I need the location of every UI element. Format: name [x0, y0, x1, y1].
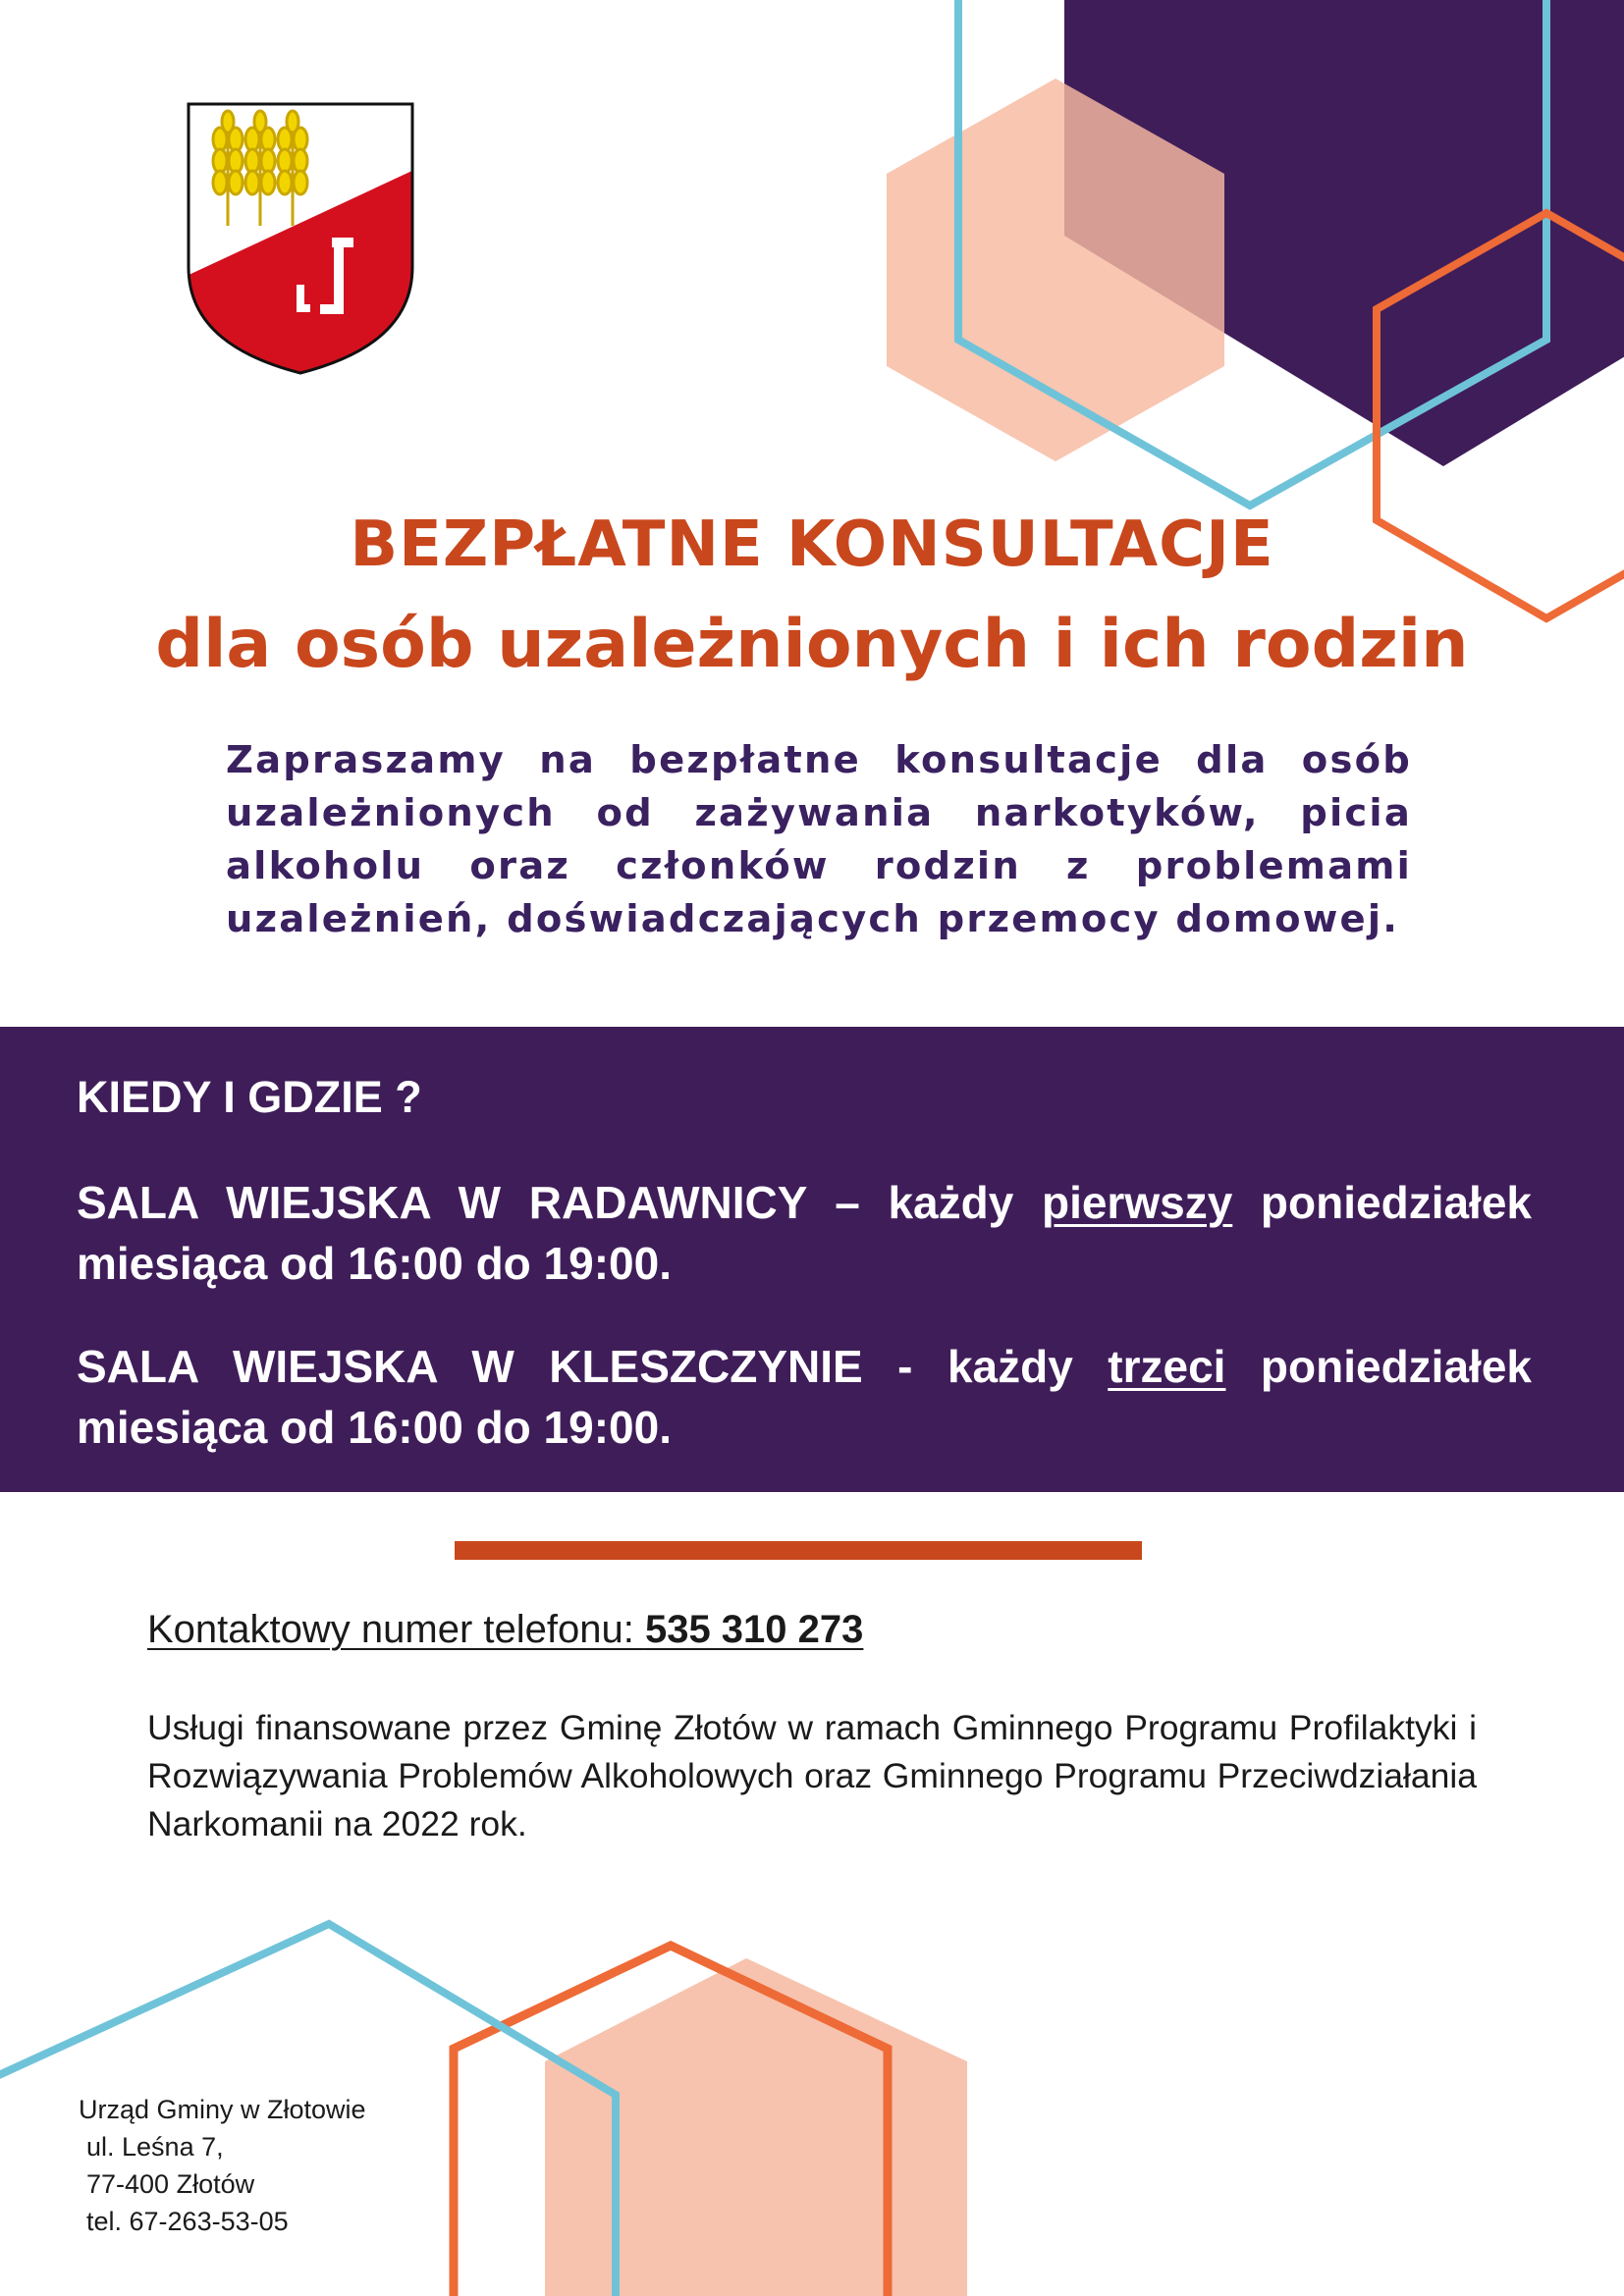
venue-emphasis: trzeci: [1108, 1341, 1226, 1392]
coat-of-arms-icon: [185, 100, 416, 377]
address-line: ul. Leśna 7,: [86, 2132, 224, 2162]
venue-emphasis: pierwszy: [1041, 1177, 1233, 1228]
hexagon-peach-bottom: [545, 1958, 967, 2296]
venue-radawnica: [77, 1172, 1532, 1294]
address-line: tel. 67-263-53-05: [86, 2207, 289, 2236]
page-title: BEZPŁATNE KONSULTACJE: [350, 508, 1274, 581]
funding-paragraph: Usługi finansowane przez Gminę Złotów w ramach Gminnego Programu Profilaktyki i Rozwiązywania Problemów Alkoholowych oraz Gminnego Programu Przeciwdziałania Narkomanii na 2022 rok.: [147, 1708, 1477, 1843]
contact-label: Kontaktowy numer telefonu:: [147, 1608, 645, 1651]
address-line: 77-400 Złotów: [86, 2169, 255, 2199]
venue-text: poniedziałek miesiąca od 16:00 do 19:00.: [77, 1341, 1532, 1453]
contact-line: [147, 1608, 863, 1652]
venue-text: poniedziałek miesiąca od 16:00 do 19:00.: [77, 1177, 1532, 1289]
venue-text: SALA WIEJSKA W RADAWNICY – każdy: [77, 1177, 1042, 1228]
page-subtitle: dla osób uzależnionych i ich rodzin: [155, 606, 1469, 683]
venue-text: SALA WIEJSKA W KLESZCZYNIE - każdy: [77, 1341, 1109, 1392]
schedule-heading: KIEDY I GDZIE ?: [77, 1072, 422, 1122]
footer-address: [79, 2091, 366, 2240]
address-line: Urząd Gminy w Złotowie: [79, 2095, 366, 2124]
divider-bar: [455, 1541, 1142, 1560]
venue-kleszczyna: [77, 1336, 1532, 1458]
intro-paragraph: Zapraszamy na bezpłatne konsultacje dla osób uzależnionych od zażywania narkotyków, picia alkoholu oraz członków rodzin z problemami uzależnień, doświadczających przemocy domowej.: [226, 738, 1412, 941]
contact-phone: 535 310 273: [644, 1608, 864, 1651]
